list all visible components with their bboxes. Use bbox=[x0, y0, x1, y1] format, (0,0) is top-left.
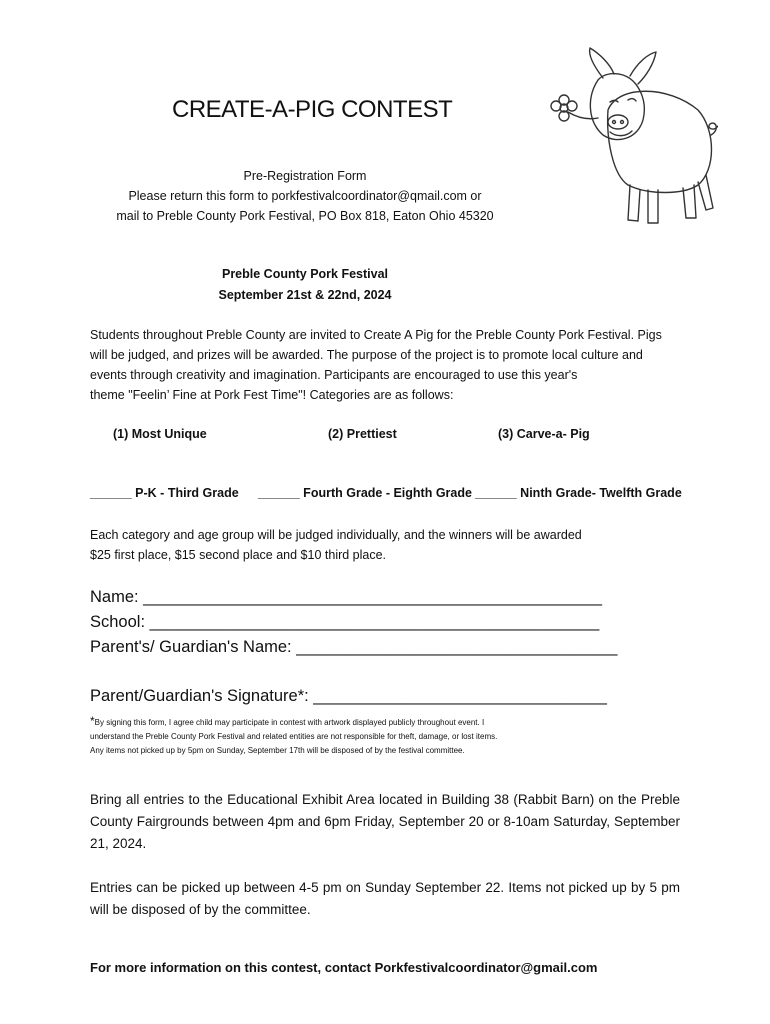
fine-print-line: understand the Preble County Pork Festival and related entities are not responsible for theft, damage, or lost items. bbox=[90, 732, 498, 741]
intro-line: Students throughout Preble County are invited to Create A Pig for the Preble County Pork Festival. Pigs bbox=[90, 328, 662, 342]
return-instructions-line2: mail to Preble County Pork Festival, PO Box 818, Eaton Ohio 45320 bbox=[116, 209, 494, 223]
fine-print-text: By signing this form, I agree child may participate in contest with artwork displayed publicly throughout event. I bbox=[94, 718, 485, 727]
category-prettiest: (2) Prettiest bbox=[328, 427, 397, 441]
entries-dropoff-paragraph: Bring all entries to the Educational Exhibit Area located in Building 38 (Rabbit Barn) on the Preble County Fairgrounds between 4pm and 6pm Friday, September 20 or 8-10am Saturday, September 21, 2024. bbox=[90, 792, 680, 851]
festival-name: Preble County Pork Festival bbox=[221, 267, 389, 281]
category-most-unique: (1) Most Unique bbox=[113, 427, 207, 441]
fine-print-line bbox=[90, 714, 650, 730]
prizes-paragraph bbox=[90, 525, 650, 565]
guardian-signature-field[interactable]: Parent/Guardian's Signature*: ________________________________ bbox=[90, 687, 607, 705]
name-field[interactable]: Name: __________________________________________________ bbox=[90, 588, 603, 606]
festival-info bbox=[150, 264, 460, 306]
school-field[interactable]: School: _________________________________________________ bbox=[90, 613, 600, 631]
category-carve-a-pig: (3) Carve-a- Pig bbox=[498, 427, 590, 441]
prizes-line: $25 first place, $15 second place and $10 third place. bbox=[90, 548, 387, 562]
page-title: CREATE-A-PIG CONTEST bbox=[172, 96, 453, 123]
intro-paragraph bbox=[90, 325, 690, 405]
intro-line: will be judged, and prizes will be awarded. The purpose of the project is to promote local culture and bbox=[90, 348, 643, 362]
intro-line: theme "Feelin’ Fine at Pork Fest Time"! Categories are as follows: bbox=[90, 388, 454, 402]
entries-pickup-paragraph: Entries can be picked up between 4-5 pm on Sunday September 22. Items not picked up by 5 pm will be disposed of by the committee. bbox=[90, 880, 680, 917]
pig-illustration bbox=[548, 40, 718, 230]
fine-print-line: Any items not picked up by 5pm on Sunday, September 17th will be disposed of by the festival committee. bbox=[90, 746, 465, 755]
contact-info: For more information on this contest, contact Porkfestivalcoordinator@gmail.com bbox=[90, 960, 598, 975]
grade-fourth-eighth[interactable]: ______ Fourth Grade - Eighth Grade bbox=[258, 486, 472, 500]
guardian-name-field[interactable]: Parent's/ Guardian's Name: ___________________________________ bbox=[90, 638, 618, 656]
asterisk: * bbox=[90, 714, 95, 728]
intro-line: events through creativity and imagination. Participants are encouraged to use this year's bbox=[90, 368, 578, 382]
grade-pk-third[interactable]: ______ P-K - Third Grade bbox=[90, 486, 239, 500]
festival-dates: September 21st & 22nd, 2024 bbox=[218, 288, 392, 302]
prizes-line: Each category and age group will be judged individually, and the winners will be awarded bbox=[90, 528, 582, 542]
return-instructions-line1: Please return this form to porkfestivalcoordinator@qmail.com or bbox=[128, 189, 482, 203]
form-name: Pre-Registration Form bbox=[243, 169, 367, 183]
fine-print bbox=[90, 714, 650, 758]
form-header bbox=[80, 166, 530, 226]
grade-ninth-twelfth[interactable]: ______ Ninth Grade- Twelfth Grade bbox=[475, 486, 682, 500]
